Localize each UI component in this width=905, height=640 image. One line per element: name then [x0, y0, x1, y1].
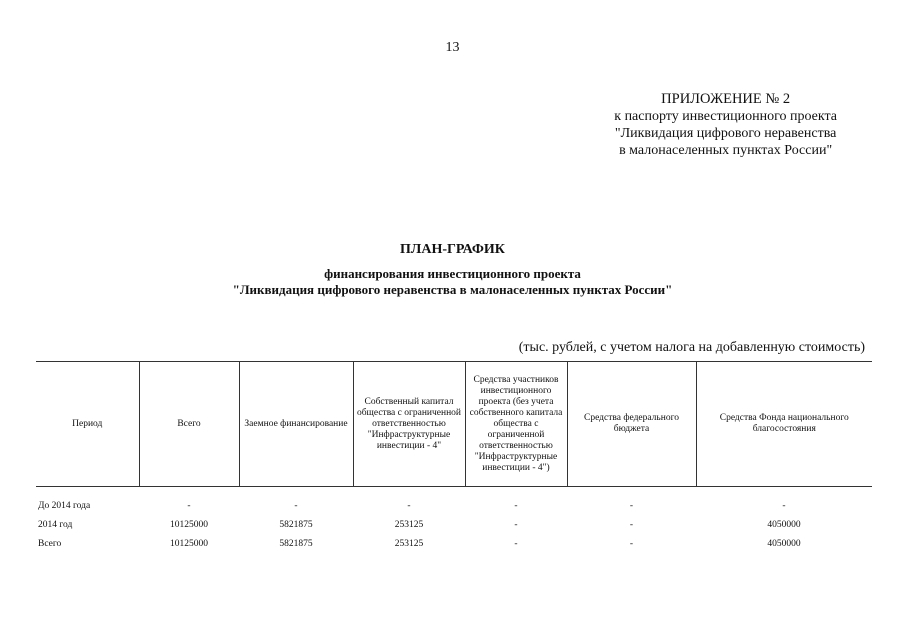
subtitle-line: "Ликвидация цифрового неравенства в малонаселенных пунктах России": [232, 282, 673, 297]
cell-total: -: [187, 501, 191, 511]
column-header-loan-financing: Заемное финансирование: [239, 362, 353, 487]
table-spacer-row: [36, 487, 872, 498]
column-header-national-wealth-fund: Средства Фонда национального благосостояния: [696, 362, 872, 487]
cell-loan: 5821875: [279, 539, 313, 549]
cell-participants: -: [514, 520, 518, 530]
table-row: [36, 497, 872, 516]
cell-loan: 5821875: [279, 520, 313, 530]
column-header-total: Всего: [139, 362, 239, 487]
cell-national-wealth-fund: -: [782, 501, 786, 511]
cell-federal-budget: -: [629, 501, 634, 511]
cell-national-wealth-fund: 4050000: [767, 539, 801, 549]
financing-table: [36, 361, 872, 554]
appendix-line: в малонаселенных пунктах России": [619, 143, 833, 158]
cell-own-capital: 253125: [394, 539, 424, 549]
document-title: ПЛАН-ГРАФИК: [400, 242, 505, 257]
column-header-period: Период: [36, 362, 139, 487]
cell-participants: -: [514, 501, 518, 511]
table-row: [36, 535, 872, 554]
page-number: 13: [445, 40, 460, 55]
document-subtitle: [0, 266, 905, 298]
appendix-title: ПРИЛОЖЕНИЕ № 2: [661, 91, 791, 107]
column-header-federal-budget: Средства федерального бюджета: [567, 362, 696, 487]
cell-national-wealth-fund: 4050000: [767, 520, 801, 530]
cell-own-capital: -: [407, 501, 411, 511]
cell-participants: -: [514, 539, 518, 549]
financing-table-container: [36, 361, 872, 554]
cell-federal-budget: -: [629, 520, 634, 530]
cell-own-capital: 253125: [394, 520, 424, 530]
column-header-own-capital: Собственный капитал общества с ограниченной ответственностью "Инфраструктурные инвестиции - 4": [353, 362, 465, 487]
cell-federal-budget: -: [629, 539, 634, 549]
appendix-block: [614, 91, 837, 159]
column-header-participants-funds: Средства участников инвестиционного проекта (без учета собственного капитала общества с ограниченной ответственностью "Инфраструктурные инвестиции - 4"): [465, 362, 567, 487]
cell-period: До 2014 года: [38, 501, 91, 511]
cell-total: 10125000: [170, 539, 208, 549]
appendix-line: "Ликвидация цифрового неравенства: [614, 126, 837, 141]
spacer-cell: [36, 487, 872, 498]
cell-total: 10125000: [170, 520, 208, 530]
units-note: (тыс. рублей, с учетом налога на добавленную стоимость): [518, 340, 865, 355]
table-row: [36, 516, 872, 535]
cell-period: Всего: [38, 539, 62, 549]
subtitle-line: финансирования инвестиционного проекта: [324, 266, 581, 281]
cell-period: 2014 год: [38, 520, 73, 530]
table-header-row: [36, 362, 872, 487]
cell-loan: -: [294, 501, 298, 511]
appendix-line: к паспорту инвестиционного проекта: [614, 109, 837, 124]
